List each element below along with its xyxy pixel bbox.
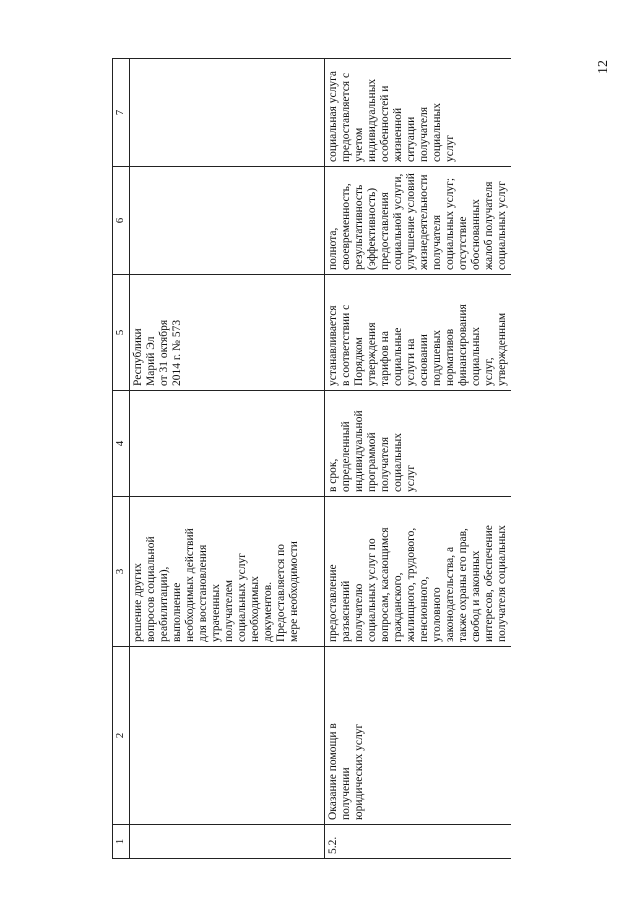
- cell-number: 5.2.: [325, 825, 512, 859]
- column-header-1: 1: [113, 825, 130, 859]
- table-header-row: [113, 59, 130, 859]
- cell-service-name: Оказание помощи в получении юридических услуг: [325, 647, 512, 825]
- cell-description: предоставление разъяснений получателю социальных услуг по вопросам, касающимся гражданского, жилищного, трудового, пенсионного, уголовного законодательства, а также охраны его прав, свобод и законных интересов, обеспечение получателя социальных: [325, 497, 512, 647]
- column-header-2: 2: [113, 647, 130, 825]
- services-table: [112, 58, 511, 859]
- table-row: [130, 59, 325, 859]
- cell-deadline: в срок, определенный индивидуальной программой получателя социальных услуг: [325, 391, 512, 497]
- table-row: [325, 59, 512, 859]
- column-header-7: 7: [113, 59, 130, 167]
- cell-description: решение других вопросов социальной реабилитации), выполнение необходимых действий для восстановления утраченных получателем социальных услуг необходимых документов. Предоставляется по мере необходимости: [130, 497, 325, 647]
- column-header-6: 6: [113, 167, 130, 275]
- cell-tariff: Республики Марий Эл от 31 октября 2014 г. № 573: [130, 275, 325, 391]
- cell-quality: полнота, своевременность, результативность (эффективность) предоставления социальной услуги, улучшение условий жизнедеятельности получателя социальных услуг; отсутствие обоснованных жалоб получателя социальных услуг: [325, 167, 512, 275]
- cell-deadline: [130, 391, 325, 497]
- table-container: [112, 59, 508, 859]
- cell-tariff: устанавливается в соответствии с Порядком утверждения тарифов на социальные услуги на основании подушевых нормативов финансирования социальных услуг, утвержденным: [325, 275, 512, 391]
- cell-service-name: [130, 647, 325, 825]
- page-number: 12: [596, 60, 611, 74]
- column-header-4: 4: [113, 391, 130, 497]
- cell-conditions: [130, 59, 325, 167]
- cell-conditions: социальная услуга предоставляется с учетом индивидуальных особенностей и жизненной ситуации получателя социальных услуг: [325, 59, 512, 167]
- cell-number: [130, 825, 325, 859]
- column-header-5: 5: [113, 275, 130, 391]
- rotated-table-frame: [112, 59, 508, 859]
- column-header-3: 3: [113, 497, 130, 647]
- cell-quality: [130, 167, 325, 275]
